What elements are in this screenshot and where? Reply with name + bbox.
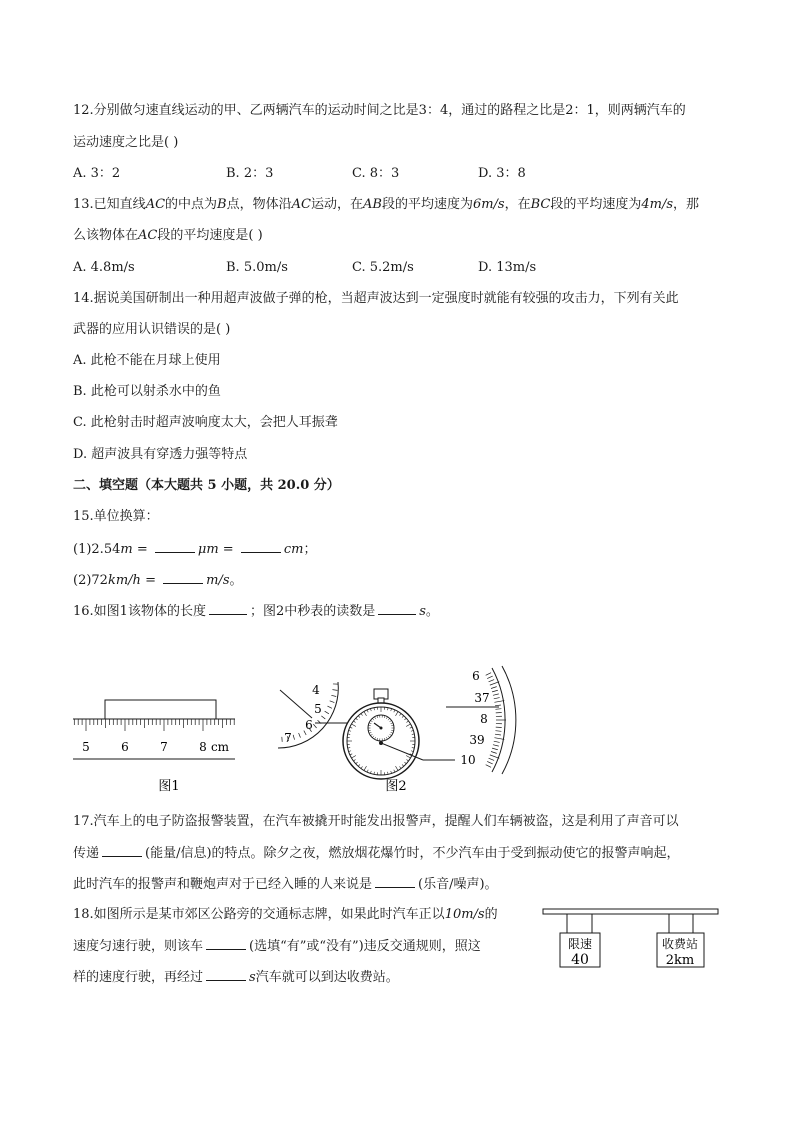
minute-scale-tick (331, 695, 336, 696)
minute-hand-pivot (380, 727, 383, 730)
second-scale-tick (495, 731, 501, 732)
second-scale-tick (490, 682, 499, 685)
ruler-unit: cm (210, 740, 230, 754)
figure-2-stopwatch (270, 660, 530, 796)
second-scale-tick (486, 673, 491, 676)
second-scale-tick (493, 694, 499, 695)
q17-line3: 此时汽车的报警声和鞭炮声对于已经入睡的人来说是 (乐音/噪声)。 (73, 877, 498, 892)
figure-1-caption: 图1 (158, 779, 180, 794)
q16-line: 16.如图1该物体的长度 ；图2中秒表的读数是 s。 (73, 604, 439, 619)
second-scale-tick (491, 687, 497, 689)
q15-title: 15.单位换算： (73, 509, 159, 524)
q15-blank-1[interactable] (155, 540, 195, 553)
second-scale-tick (495, 705, 501, 706)
q18-blank-2[interactable] (206, 968, 246, 981)
q13-option-d[interactable]: D. 13m/s (478, 260, 537, 275)
second-scale-tick (486, 765, 491, 768)
toll-station-label: 收费站 (661, 937, 699, 951)
second-label-8: 8 (480, 712, 488, 726)
second-label-37: 37 (474, 691, 490, 705)
minute-label-7: 7 (284, 731, 292, 745)
second-scale-tick (492, 690, 498, 692)
second-scale-tick (494, 698, 500, 699)
q13-line1: 13.已知直线AC的中点为B点，物体沿AC运动，在AB段的平均速度为6m/s，在BC段的平均速度为4m/s，那 (73, 197, 700, 212)
second-label-39: 39 (469, 733, 485, 747)
q17-blank-2[interactable] (375, 875, 415, 888)
toll-station-distance: 2km (665, 953, 695, 968)
q14-option-c[interactable]: C. 此枪射击时超声波响度太大，会把人耳振聋 (73, 415, 338, 430)
second-scale-tick (495, 709, 501, 710)
ruler-label-5: 5 (82, 740, 90, 754)
second-label-6: 6 (472, 669, 480, 683)
traffic-sign-figure (540, 905, 722, 975)
second-scale-tick (493, 745, 499, 746)
second-label-10: 10 (460, 753, 476, 767)
second-hand-pivot (379, 741, 383, 745)
q14-option-d[interactable]: D. 超声波具有穿透力强等特点 (73, 447, 248, 462)
q14-option-a[interactable]: A. 此枪不能在月球上使用 (73, 353, 221, 368)
section-heading: 二、填空题（本大题共 5 小题，共 20.0 分） (73, 478, 340, 493)
ruler-label-7: 7 (160, 740, 168, 754)
ruler-label-6: 6 (121, 740, 129, 754)
q12-line1: 12.分别做匀速直线运动的甲、乙两辆汽车的运动时间之比是3：4，通过的路程之比是2：1，则两辆汽车的 (73, 103, 686, 118)
q15-line2: (2)72km/h = m/s。 (73, 573, 243, 588)
second-scale-tick (492, 748, 498, 750)
q18-line1: 18.如图所示是某市郊区公路旁的交通标志牌，如果此时汽车正以10m/s的 (73, 907, 498, 922)
minute-scale-tick (332, 690, 337, 691)
q13-option-b[interactable]: B. 5.0m/s (226, 260, 288, 275)
second-scale-tick (490, 755, 499, 758)
sign-beam (543, 909, 718, 914)
q14-line2: 武器的应用认识错误的是( ) (73, 322, 231, 337)
minute-pointer-line-top (280, 690, 312, 718)
second-scale-tick (495, 734, 501, 735)
minute-label-6: 6 (305, 718, 313, 732)
speed-limit-value: 40 (571, 952, 589, 968)
minute-scale-tick (293, 735, 294, 740)
q12-option-a[interactable]: A. 3：2 (73, 166, 121, 181)
second-scale-tick (494, 741, 500, 742)
second-scale-tick (489, 680, 495, 682)
second-scale-tick (487, 676, 492, 678)
measured-object (105, 700, 216, 719)
second-scale-tick (489, 758, 495, 760)
q13-option-c[interactable]: C. 5.2m/s (352, 260, 414, 275)
minute-label-4: 4 (312, 683, 320, 697)
second-scale-tick (494, 738, 504, 740)
minute-label-5: 5 (314, 702, 322, 716)
minute-scale-tick (313, 724, 316, 728)
q13-option-a[interactable]: A. 4.8m/s (73, 260, 135, 275)
q14-line1: 14.据说美国研制出一种用超声波做子弹的枪，当超声波达到一定强度时就能有较强的攻击力，下列有关此 (73, 291, 679, 306)
second-scale-tick (494, 701, 504, 703)
q16-blank-seconds[interactable] (378, 602, 416, 615)
minute-scale-tick (299, 733, 301, 738)
figure-1-ruler (70, 690, 242, 796)
q18-blank-1[interactable] (206, 937, 246, 950)
q16-blank-length[interactable] (209, 602, 247, 615)
q17-line2: 传递 (能量/信息)的特点。除夕之夜，燃放烟花爆竹时，不少汽车由于受到振动使它的报警声响起， (73, 846, 680, 861)
q12-option-d[interactable]: D. 3：8 (478, 166, 526, 181)
q17-line1: 17.汽车上的电子防盗报警装置，在汽车被撬开时能发出报警声，提醒人们车辆被盗，这是利用了声音可以 (73, 814, 679, 829)
q18-line2: 速度匀速行驶，则该车 (选填“有”或“没有”)违反交通规则，照这 (73, 939, 481, 954)
q12-option-b[interactable]: B. 2：3 (226, 166, 274, 181)
q17-blank-1[interactable] (102, 844, 142, 857)
q13-line2: 么该物体在AC段的平均速度是( ) (73, 228, 263, 243)
q15-blank-3[interactable] (163, 571, 203, 584)
second-scale-ticks (486, 673, 506, 768)
q15-line1: (1)2.54m = μm = cm； (73, 542, 317, 557)
q12-option-c[interactable]: C. 8：3 (352, 166, 400, 181)
minute-scale-tick (325, 711, 329, 714)
second-scale-tick (491, 752, 497, 754)
figure-2-caption: 图2 (385, 779, 407, 794)
ruler-label-8: 8 (199, 740, 207, 754)
q12-line2: 运动速度之比是( ) (73, 135, 179, 150)
q14-option-b[interactable]: B. 此枪可以射杀水中的鱼 (73, 384, 221, 399)
ruler-ticks (74, 719, 234, 731)
q18-line3: 样的速度行驶，再经过 s汽车就可以到达收费站。 (73, 970, 399, 985)
speed-limit-label: 限速 (567, 937, 593, 951)
q15-blank-2[interactable] (241, 540, 281, 553)
minute-scale-tick (321, 716, 325, 719)
second-scale-tick (487, 761, 492, 763)
minute-scale-tick (330, 701, 335, 703)
minute-scale-tick (327, 706, 331, 708)
